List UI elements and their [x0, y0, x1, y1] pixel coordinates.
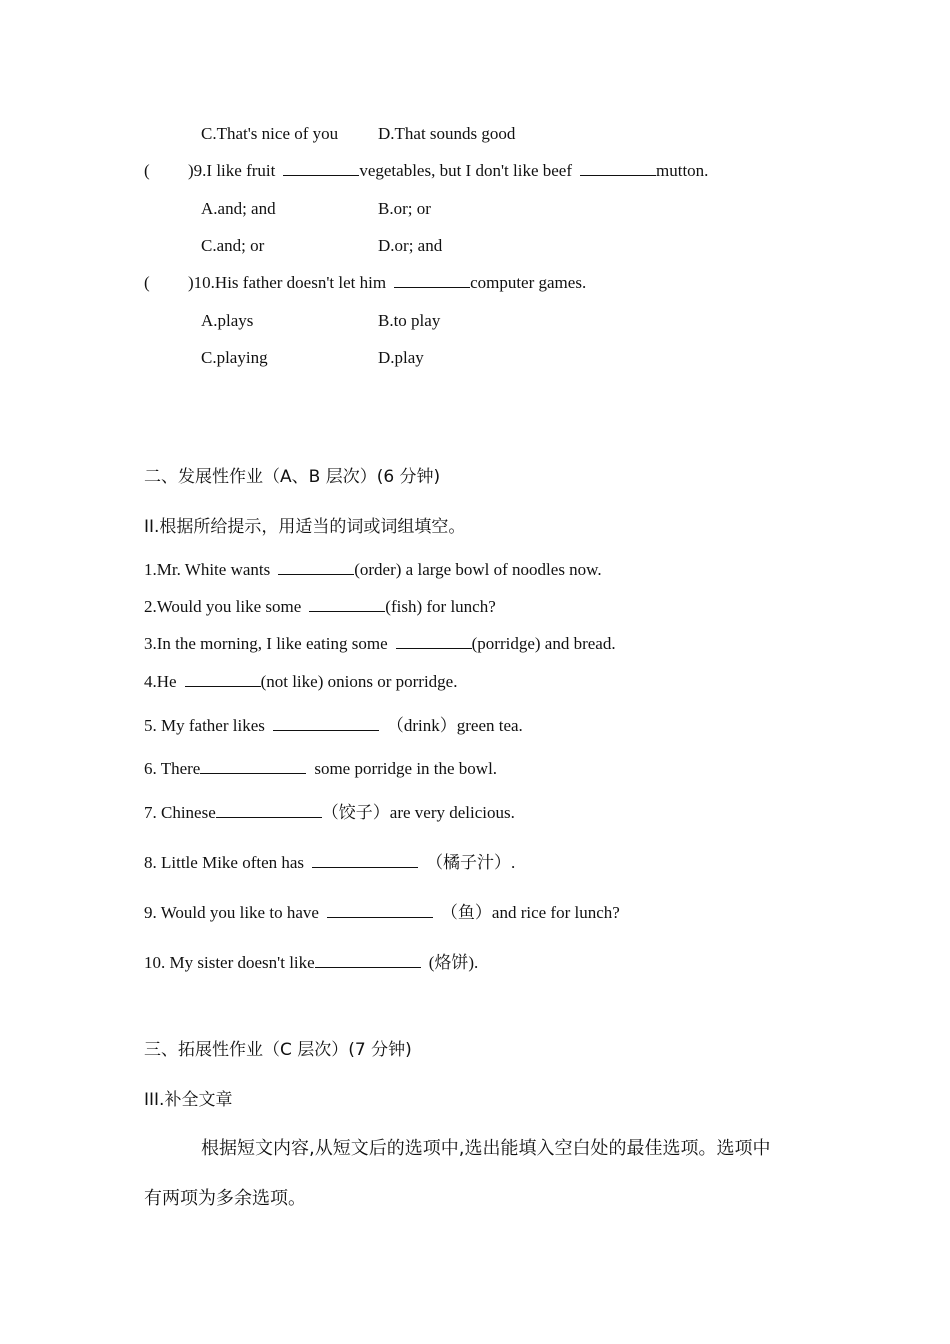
section-3-instruction-line-2: 有两项为多余选项。 [144, 1188, 306, 1209]
fill-item-hint: (porridge) and bread. [471, 634, 616, 653]
q10-blank[interactable] [394, 272, 470, 288]
fill-item-text: 2.Would you like some [144, 597, 302, 616]
fill-item-hint: (烙饼). [428, 953, 479, 972]
q8-option-c: C.That's nice of you [201, 124, 339, 143]
fill-blank[interactable] [200, 758, 306, 774]
fill-blank[interactable] [185, 671, 261, 687]
fill-item-hint: some porridge in the bowl. [314, 759, 498, 778]
fill-item-text: 3.In the morning, I like eating some [144, 634, 388, 653]
fill-item-8 [144, 852, 515, 874]
q10-option-d: D.play [378, 348, 424, 367]
q8-option-d: D.That sounds good [378, 124, 516, 143]
q9-option-c: C.and; or [201, 236, 265, 255]
q9-blank-2[interactable] [580, 160, 656, 176]
section-2-heading: 二、发展性作业（A、B 层次）(6 分钟) [144, 467, 441, 487]
fill-item-6 [144, 758, 497, 780]
fill-blank[interactable] [312, 852, 418, 868]
fill-item-9 [144, 902, 620, 924]
fill-item-text: 9. Would you like to have [144, 903, 319, 922]
fill-item-hint: （饺子）are very delicious. [321, 803, 515, 822]
q10-option-b: B.to play [378, 311, 441, 330]
section-3-instruction-line-1: 根据短文内容,从短文后的选项中,选出能填入空白处的最佳选项。选项中 [201, 1138, 771, 1159]
fill-item-hint: （鱼）and rice for lunch? [440, 903, 620, 922]
fill-blank[interactable] [327, 902, 433, 918]
fill-item-text: 6. There [144, 759, 201, 778]
q9-option-a: A.and; and [201, 199, 276, 218]
fill-item-4 [144, 671, 457, 693]
fill-blank[interactable] [315, 952, 421, 968]
fill-item-text: 5. My father likes [144, 716, 265, 735]
fill-item-hint: (order) a large bowl of noodles now. [354, 560, 602, 579]
q10-text-1: )10.His father doesn't let him [188, 273, 387, 292]
fill-item-text: 7. Chinese [144, 803, 216, 822]
fill-blank[interactable] [216, 802, 322, 818]
fill-item-hint: （橘子汁）. [426, 853, 516, 872]
section-3-heading: 三、拓展性作业（C 层次）(7 分钟) [144, 1040, 412, 1060]
fill-blank[interactable] [396, 633, 472, 649]
fill-item-text: 10. My sister doesn't like [144, 953, 315, 972]
q9-text-2: vegetables, but I don't like beef [359, 161, 573, 180]
q9-blank-1[interactable] [283, 160, 359, 176]
fill-item-7 [144, 802, 515, 824]
q10-option-c: C.playing [201, 348, 268, 367]
fill-item-text: 1.Mr. White wants [144, 560, 271, 579]
fill-item-10 [144, 952, 478, 974]
fill-blank[interactable] [273, 715, 379, 731]
q9-option-d: D.or; and [378, 236, 443, 255]
fill-item-hint: (not like) onions or porridge. [260, 672, 458, 691]
fill-item-1 [144, 559, 602, 581]
section-3-subheading: III.补全文章 [144, 1090, 233, 1110]
fill-item-5 [144, 715, 523, 737]
q9-option-b: B.or; or [378, 199, 431, 218]
fill-item-hint: (fish) for lunch? [385, 597, 496, 616]
answer-paren: ( [144, 161, 150, 180]
answer-paren: ( [144, 273, 150, 292]
section-2-subheading: II.根据所给提示，用适当的词或词组填空。 [144, 517, 466, 537]
fill-item-text: 8. Little Mike often has [144, 853, 305, 872]
q10-option-a: A.plays [201, 311, 254, 330]
fill-item-3 [144, 633, 616, 655]
q9-text-1: )9.I like fruit [188, 161, 276, 180]
fill-item-text: 4.He [144, 672, 177, 691]
fill-item-hint: （drink）green tea. [386, 716, 523, 735]
q9-text-3: mutton. [656, 161, 709, 180]
fill-blank[interactable] [278, 559, 354, 575]
fill-item-2 [144, 596, 496, 618]
fill-blank[interactable] [309, 596, 385, 612]
q10-text-2: computer games. [470, 273, 587, 292]
